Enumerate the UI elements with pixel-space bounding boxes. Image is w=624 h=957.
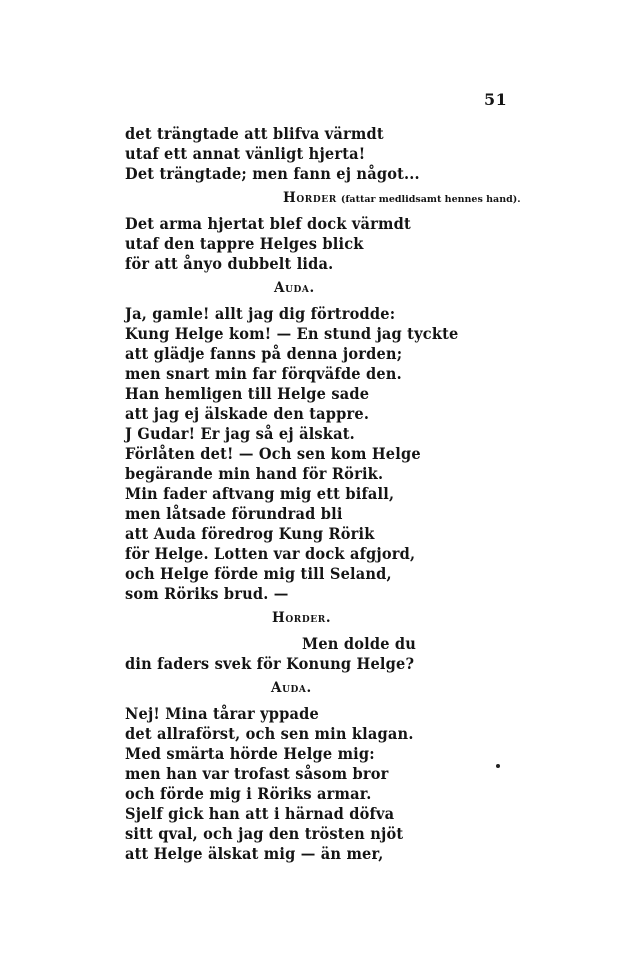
- verse-line: Men dolde du: [302, 634, 417, 653]
- verse-line: men låtsade förundrad bli: [125, 504, 343, 523]
- verse-line: Nej! Mina tårar yppade: [125, 704, 320, 723]
- verse-line: och förde mig i Röriks armar.: [125, 784, 372, 803]
- verse-line: men han var trofast såsom bror: [125, 764, 389, 783]
- verse-line: Det trängtade; men fann ej något...: [125, 164, 420, 183]
- verse-line: för Helge. Lotten var dock afgjord,: [125, 544, 416, 563]
- verse-line: sitt qval, och jag den trösten njöt: [125, 824, 404, 843]
- verse-line: att jag ej älskade den tappre.: [125, 404, 370, 423]
- speaker-heading-horder: [283, 190, 521, 206]
- verse-line: Min fader aftvang mig ett bifall,: [125, 484, 395, 503]
- verse-line: Det arma hjertat blef dock värmdt: [125, 214, 411, 233]
- verse-line: begärande min hand för Rörik.: [125, 464, 384, 483]
- verse-line: det allraförst, och sen min klagan.: [125, 724, 414, 743]
- verse-line: som Röriks brud. —: [125, 584, 289, 603]
- verse-line: Förlåten det! — Och sen kom Helge: [125, 444, 421, 463]
- verse-line: Ja, gamle! allt jag dig förtrodde:: [125, 304, 396, 323]
- ink-speck: [496, 764, 500, 768]
- verse-line: Han hemligen till Helge sade: [125, 384, 370, 403]
- speaker-heading-horder: Horder.: [272, 610, 332, 626]
- verse-line: att Helge älskat mig — än mer,: [125, 844, 384, 863]
- verse-line: Med smärta hörde Helge mig:: [125, 744, 375, 763]
- verse-line: att glädje fanns på denna jorden;: [125, 344, 403, 363]
- verse-line: och Helge förde mig till Seland,: [125, 564, 392, 583]
- page-number: 51: [484, 90, 508, 109]
- verse-line: utaf den tappre Helges blick: [125, 234, 364, 253]
- verse-line: det trängtade att blifva värmdt: [125, 124, 384, 143]
- speaker-heading-auda: Auda.: [271, 680, 312, 696]
- verse-line: för att ånyo dubbelt lida.: [125, 254, 334, 273]
- verse-line: men snart min far förqväfde den.: [125, 364, 402, 383]
- verse-line: Sjelf gick han att i härnad döfva: [125, 804, 395, 823]
- verse-line: Kung Helge kom! — En stund jag tyckte: [125, 324, 459, 343]
- verse-line: att Auda föredrog Kung Rörik: [125, 524, 375, 543]
- stage-direction: (fattar medlidsamt hennes hand).: [340, 194, 521, 205]
- verse-line: J Gudar! Er jag så ej älskat.: [125, 424, 355, 443]
- speaker-name: Horder: [283, 190, 337, 206]
- verse-line: din faders svek för Konung Helge?: [125, 654, 415, 673]
- verse-line: utaf ett annat vänligt hjerta!: [125, 144, 366, 163]
- speaker-heading-auda: Auda.: [274, 280, 315, 296]
